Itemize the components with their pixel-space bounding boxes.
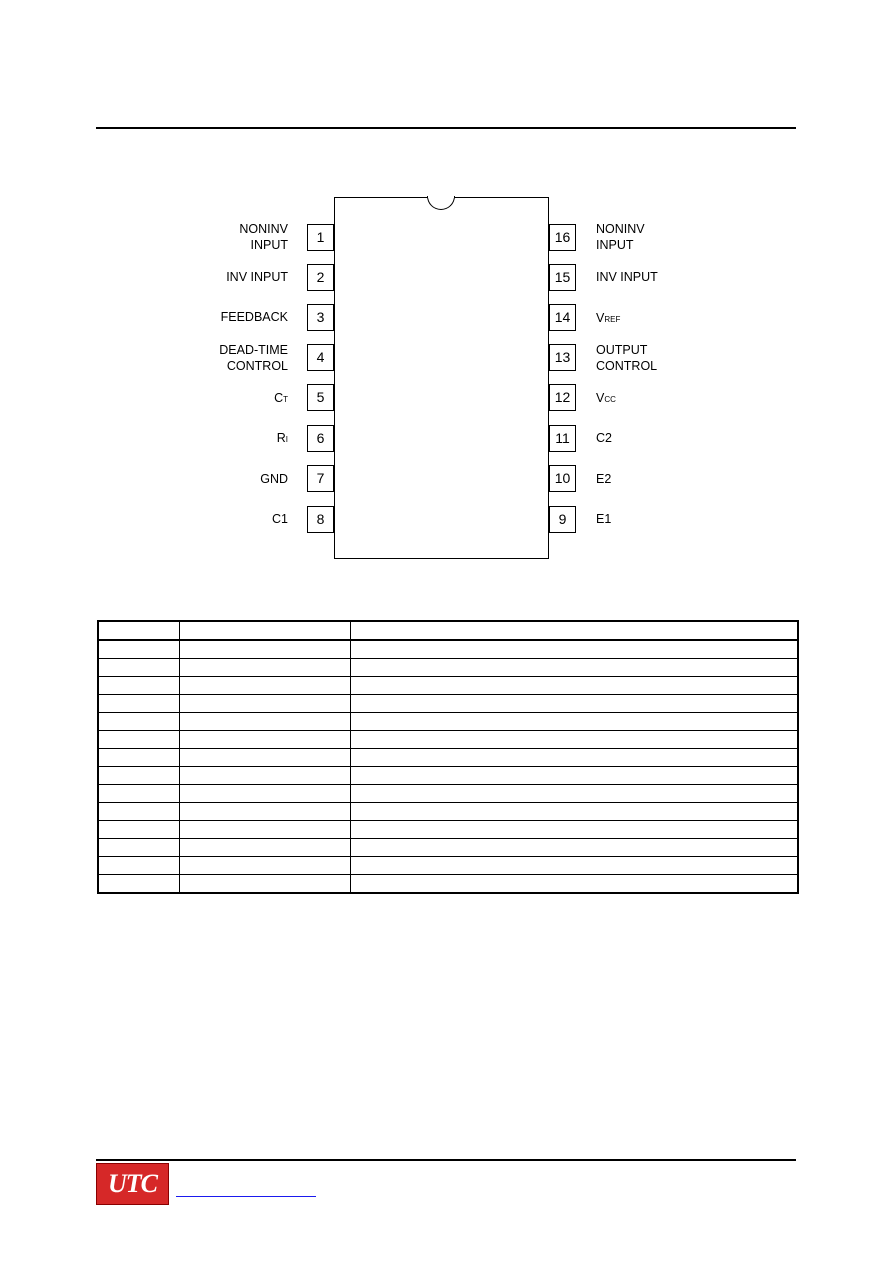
- table-row: [98, 731, 798, 749]
- table-cell: [351, 803, 799, 821]
- pin-label-7: GND: [260, 472, 288, 486]
- header-rule: [96, 127, 796, 129]
- table-cell: [351, 857, 799, 875]
- table-cell: [98, 803, 180, 821]
- table-cell: [180, 695, 351, 713]
- table-cell: [180, 857, 351, 875]
- table-cell: [180, 621, 351, 640]
- table-cell: [98, 839, 180, 857]
- pin-description-table: [97, 620, 799, 894]
- pin-box-3: 3: [307, 304, 334, 331]
- table-row: [98, 713, 798, 731]
- pin-box-2: 2: [307, 264, 334, 291]
- table-cell: [180, 749, 351, 767]
- table-cell: [351, 677, 799, 695]
- table-cell: [351, 839, 799, 857]
- table-cell: [98, 731, 180, 749]
- table-cell: [180, 821, 351, 839]
- table-row: [98, 640, 798, 659]
- footer-rule: [96, 1159, 796, 1161]
- pin-box-10: 10: [549, 465, 576, 492]
- table-cell: [98, 659, 180, 677]
- pin-box-1: 1: [307, 224, 334, 251]
- table-cell: [351, 695, 799, 713]
- pin-box-14: 14: [549, 304, 576, 331]
- table-cell: [351, 659, 799, 677]
- pin-label-13: OUTPUT CONTROL: [596, 343, 658, 373]
- pin-box-7: 7: [307, 465, 334, 492]
- table-cell: [180, 785, 351, 803]
- table-cell: [351, 749, 799, 767]
- table-cell: [351, 767, 799, 785]
- table-cell: [180, 659, 351, 677]
- pin-box-13: 13: [549, 344, 576, 371]
- pin-box-4: 4: [307, 344, 334, 371]
- table-row: [98, 857, 798, 875]
- table-cell: [351, 621, 799, 640]
- table-row: [98, 803, 798, 821]
- pin-label-14: VREF: [596, 311, 621, 325]
- table-row: [98, 875, 798, 894]
- table-cell: [98, 695, 180, 713]
- table-row: [98, 785, 798, 803]
- footer-link-underline[interactable]: [176, 1196, 316, 1197]
- table-cell: [351, 731, 799, 749]
- pin-box-5: 5: [307, 384, 334, 411]
- pin-box-8: 8: [307, 506, 334, 533]
- pin-label-12: VCC: [596, 391, 616, 405]
- pin-label-5: CT: [274, 391, 288, 405]
- table-cell: [180, 677, 351, 695]
- table-cell: [351, 821, 799, 839]
- table-cell: [180, 839, 351, 857]
- table-cell: [98, 767, 180, 785]
- table-cell: [180, 640, 351, 659]
- table-row: [98, 767, 798, 785]
- table-cell: [180, 713, 351, 731]
- pin-label-16: NONINV INPUT: [596, 222, 645, 252]
- table-cell: [351, 713, 799, 731]
- table-row: [98, 695, 798, 713]
- table-cell: [98, 640, 180, 659]
- table-cell: [98, 749, 180, 767]
- table-cell: [351, 785, 799, 803]
- table-cell: [98, 875, 180, 894]
- table-cell: [180, 767, 351, 785]
- pin-box-11: 11: [549, 425, 576, 452]
- table-cell: [180, 803, 351, 821]
- table-cell: [98, 677, 180, 695]
- table-cell: [351, 640, 799, 659]
- pin-box-12: 12: [549, 384, 576, 411]
- table-row: [98, 621, 798, 640]
- table-cell: [180, 875, 351, 894]
- pin-label-6: RI: [276, 431, 288, 445]
- utc-logo-text: UTC: [108, 1169, 157, 1198]
- pin-label-3: FEEDBACK: [220, 310, 288, 324]
- table-cell: [351, 875, 799, 894]
- pin-label-2: INV INPUT: [226, 270, 288, 284]
- pin-label-10: E2: [596, 472, 612, 486]
- pin-box-16: 16: [549, 224, 576, 251]
- table-cell: [98, 857, 180, 875]
- pin-label-4: DEAD-TIME CONTROL: [219, 343, 288, 373]
- pin-box-9: 9: [549, 506, 576, 533]
- utc-logo: [96, 1163, 169, 1205]
- table-cell: [98, 821, 180, 839]
- table-cell: [98, 785, 180, 803]
- pin-label-1: NONINV INPUT: [239, 222, 288, 252]
- pin-label-8: C1: [272, 512, 288, 526]
- table-row: [98, 659, 798, 677]
- table-cell: [180, 731, 351, 749]
- table-cell: [98, 621, 180, 640]
- table-row: [98, 821, 798, 839]
- pin-label-9: E1: [596, 512, 612, 526]
- pin-box-15: 15: [549, 264, 576, 291]
- table-row: [98, 839, 798, 857]
- table-cell: [98, 713, 180, 731]
- pin-box-6: 6: [307, 425, 334, 452]
- table-row: [98, 677, 798, 695]
- pin-label-15: INV INPUT: [596, 270, 658, 284]
- table-row: [98, 749, 798, 767]
- ic-package-body: [334, 197, 549, 559]
- pin-label-11: C2: [596, 431, 612, 445]
